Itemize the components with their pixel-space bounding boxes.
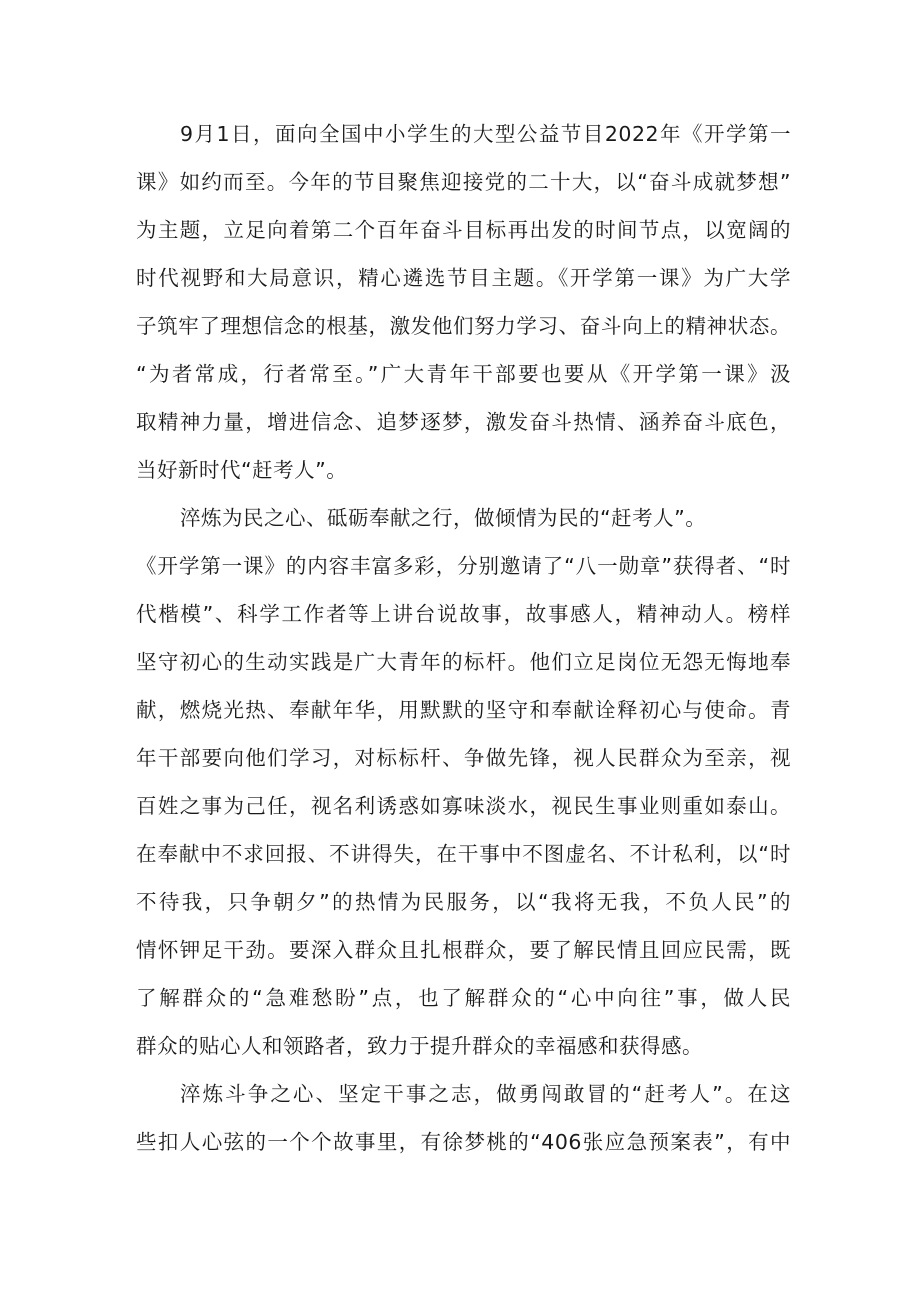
paragraph-1-line-1: 9月1日，面向全国中小学生的大型公益节目2022年《开学第一 [180, 122, 791, 146]
paragraph-2-line-8: 在奉献中不求回报、不讲得失，在干事中不图虚名、不计私利，以“时 [136, 842, 791, 866]
paragraph-2-line-2: 《开学第一课》的内容丰富多彩，分别邀请了“八一勋章”获得者、“时 [136, 554, 791, 578]
paragraph-1-line-2: 课》如约而至。今年的节目聚焦迎接党的二十大，以“奋斗成就梦想” [136, 170, 791, 194]
paragraph-2-line-4: 坚守初心的生动实践是广大青年的标杆。他们立足岗位无怨无悔地奉 [136, 650, 791, 674]
paragraph-2-line-7: 百姓之事为己任，视名利诱惑如寡味淡水，视民生事业则重如泰山。 [136, 794, 791, 818]
paragraph-1-line-4: 时代视野和大局意识，精心遴选节目主题。《开学第一课》为广大学 [136, 266, 791, 290]
paragraph-2-line-5: 献，燃烧光热、奉献年华，用默默的坚守和奉献诠释初心与使命。青 [136, 698, 791, 722]
paragraph-3-line-2: 些扣人心弦的一个个故事里，有徐梦桃的“406张应急预案表”，有中 [136, 1130, 791, 1154]
paragraph-1-line-8: 当好新时代“赶考人”。 [136, 458, 348, 482]
paragraph-2-line-6: 年干部要向他们学习，对标标杆、争做先锋，视人民群众为至亲，视 [136, 746, 791, 770]
paragraph-2-line-9: 不待我，只争朝夕”的热情为民服务，以“我将无我，不负人民”的 [136, 890, 791, 914]
paragraph-2-line-12: 群众的贴心人和领路者，致力于提升群众的幸福感和获得感。 [136, 1034, 703, 1058]
paragraph-2-line-1: 淬炼为民之心、砥砺奉献之行，做倾情为民的“赶考人”。 [180, 506, 707, 530]
paragraph-2-line-11: 了解群众的“急难愁盼”点，也了解群众的“心中向往”事，做人民 [136, 986, 791, 1010]
paragraph-1-line-7: 取精神力量，增进信念、追梦逐梦，激发奋斗热情、涵养奋斗底色， [136, 410, 791, 434]
paragraph-1-line-3: 为主题，立足向着第二个百年奋斗目标再出发的时间节点，以宽阔的 [136, 218, 791, 242]
paragraph-1-line-6: “为者常成，行者常至。”广大青年干部要也要从《开学第一课》汲 [136, 362, 791, 386]
paragraph-3-line-1: 淬炼斗争之心、坚定干事之志，做勇闯敢冒的“赶考人”。在这 [180, 1082, 791, 1106]
paragraph-2-line-3: 代楷模”、科学工作者等上讲台说故事，故事感人，精神动人。榜样 [136, 602, 791, 626]
paragraph-1-line-5: 子筑牢了理想信念的根基，激发他们努力学习、奋斗向上的精神状态。 [136, 314, 791, 338]
paragraph-2-line-10: 情怀钾足干劲。要深入群众且扎根群众，要了解民情且回应民需，既 [136, 938, 791, 962]
